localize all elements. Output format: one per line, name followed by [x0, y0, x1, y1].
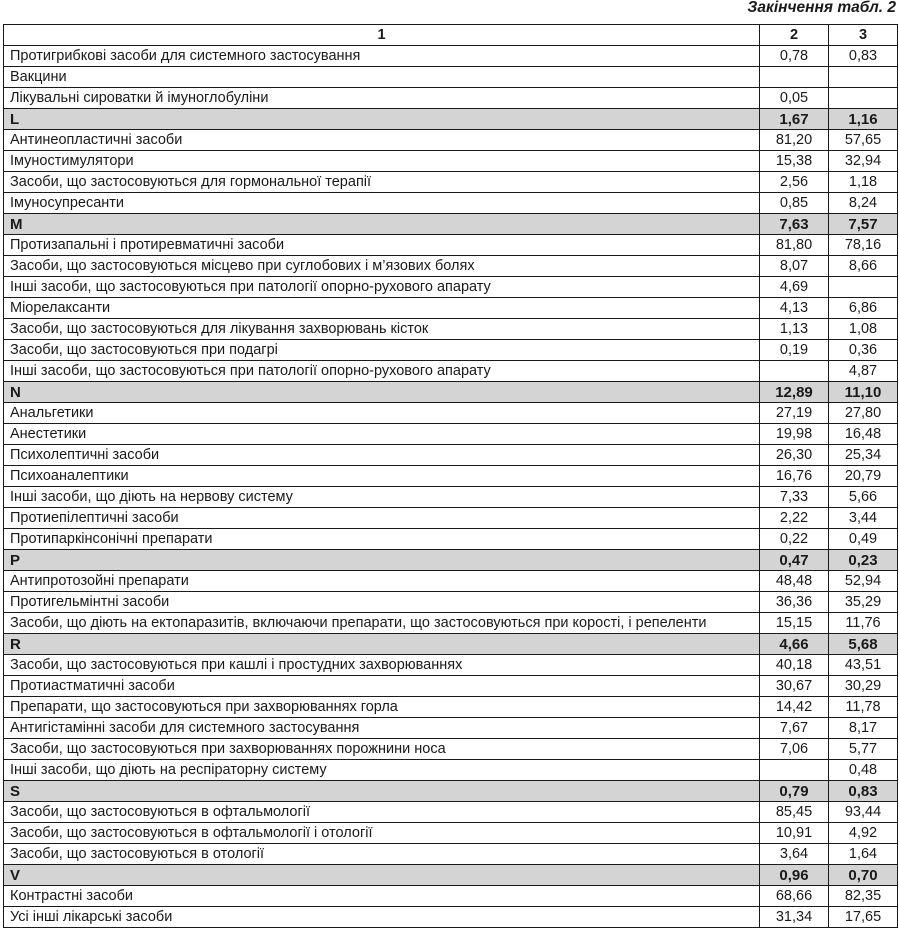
table-row — [4, 571, 898, 592]
value-col3-cell: 57,65 — [829, 130, 898, 151]
value-col3-cell: 30,29 — [829, 676, 898, 697]
value-col2-cell: 0,05 — [760, 88, 829, 109]
value-col3-cell: 6,86 — [829, 298, 898, 319]
value-col2-cell: 8,07 — [760, 256, 829, 277]
value-col3-cell: 8,24 — [829, 193, 898, 214]
category-label-cell: Засоби, що застосовуються місцево при суглобових і м’язових болях — [4, 256, 760, 277]
table-caption: Закінчення табл. 2 — [747, 0, 896, 16]
category-label-cell: Засоби, що застосовуються при кашлі і простудних захворюваннях — [4, 655, 760, 676]
value-col2-cell — [760, 760, 829, 781]
category-label-cell: Протиастматичні засоби — [4, 676, 760, 697]
table-row — [4, 529, 898, 550]
value-col2-cell: 3,64 — [760, 844, 829, 865]
value-col3-cell: 7,57 — [829, 214, 898, 235]
category-label-cell: Антинеопластичні засоби — [4, 130, 760, 151]
value-col2-cell: 2,22 — [760, 508, 829, 529]
category-label-cell: Засоби, що застосовуються в офтальмології — [4, 802, 760, 823]
category-label-cell: Протигрибкові засоби для системного застосування — [4, 46, 760, 67]
value-col3-cell: 5,68 — [829, 634, 898, 655]
value-col3-cell: 93,44 — [829, 802, 898, 823]
value-col2-cell: 16,76 — [760, 466, 829, 487]
table-row — [4, 88, 898, 109]
category-label-cell: Протизапальні і протиревматичні засоби — [4, 235, 760, 256]
value-col3-cell: 43,51 — [829, 655, 898, 676]
value-col2-cell: 31,34 — [760, 907, 829, 928]
table-row — [4, 487, 898, 508]
value-col2-cell: 40,18 — [760, 655, 829, 676]
category-label-cell: Препарати, що застосовуються при захворюваннях горла — [4, 697, 760, 718]
category-label-cell: Антигістамінні засоби для системного застосування — [4, 718, 760, 739]
table-group-row — [4, 634, 898, 655]
value-col2-cell: 27,19 — [760, 403, 829, 424]
value-col2-cell: 2,56 — [760, 172, 829, 193]
table-row — [4, 319, 898, 340]
group-code-cell: N — [4, 382, 760, 403]
value-col3-cell: 0,83 — [829, 781, 898, 802]
category-label-cell: Інші засоби, що діють на респіраторну систему — [4, 760, 760, 781]
value-col3-cell: 5,66 — [829, 487, 898, 508]
value-col2-cell: 0,79 — [760, 781, 829, 802]
value-col2-cell: 7,33 — [760, 487, 829, 508]
table-row — [4, 298, 898, 319]
table-row — [4, 592, 898, 613]
table-row — [4, 277, 898, 298]
value-col2-cell: 30,67 — [760, 676, 829, 697]
value-col3-cell: 0,83 — [829, 46, 898, 67]
value-col2-cell: 26,30 — [760, 445, 829, 466]
table-row — [4, 718, 898, 739]
value-col2-cell: 4,66 — [760, 634, 829, 655]
category-label-cell: Протигельмінтні засоби — [4, 592, 760, 613]
table-group-row — [4, 109, 898, 130]
value-col2-cell: 81,20 — [760, 130, 829, 151]
category-label-cell: Лікувальні сироватки й імуноглобуліни — [4, 88, 760, 109]
table-row — [4, 340, 898, 361]
table-row — [4, 613, 898, 634]
table-row — [4, 235, 898, 256]
table-row — [4, 697, 898, 718]
category-label-cell: Засоби, що діють на ектопаразитів, включаючи препарати, що застосовуються при короcті, і репеленти — [4, 613, 760, 634]
table-group-row — [4, 865, 898, 886]
table-row — [4, 46, 898, 67]
category-label-cell: Інші засоби, що застосовуються при патології опорно-рухового апарату — [4, 361, 760, 382]
value-col2-cell: 15,38 — [760, 151, 829, 172]
table-row — [4, 445, 898, 466]
value-col3-cell: 1,64 — [829, 844, 898, 865]
table-row — [4, 466, 898, 487]
value-col2-cell: 0,22 — [760, 529, 829, 550]
value-col2-cell: 4,13 — [760, 298, 829, 319]
category-label-cell: Засоби, що застосовуються при захворюваннях порожнини носа — [4, 739, 760, 760]
value-col2-cell: 0,85 — [760, 193, 829, 214]
value-col3-cell: 0,48 — [829, 760, 898, 781]
value-col3-cell: 8,66 — [829, 256, 898, 277]
table-row — [4, 802, 898, 823]
category-label-cell: Інші засоби, що діють на нервову систему — [4, 487, 760, 508]
value-col3-cell: 5,77 — [829, 739, 898, 760]
category-label-cell: Вакцини — [4, 67, 760, 88]
value-col3-cell: 4,92 — [829, 823, 898, 844]
value-col3-cell: 3,44 — [829, 508, 898, 529]
data-table — [3, 24, 898, 928]
value-col3-cell: 52,94 — [829, 571, 898, 592]
value-col3-cell: 16,48 — [829, 424, 898, 445]
table-row — [4, 130, 898, 151]
table-group-row — [4, 550, 898, 571]
value-col3-cell: 4,87 — [829, 361, 898, 382]
table-row — [4, 256, 898, 277]
group-code-cell: M — [4, 214, 760, 235]
value-col2-cell: 4,69 — [760, 277, 829, 298]
value-col2-cell: 19,98 — [760, 424, 829, 445]
category-label-cell: Анестетики — [4, 424, 760, 445]
value-col3-cell: 11,78 — [829, 697, 898, 718]
category-label-cell: Протиепілептичні засоби — [4, 508, 760, 529]
category-label-cell: Інші засоби, що застосовуються при патології опорно-рухового апарату — [4, 277, 760, 298]
table-row — [4, 403, 898, 424]
group-code-cell: V — [4, 865, 760, 886]
value-col3-cell: 82,35 — [829, 886, 898, 907]
value-col2-cell: 7,06 — [760, 739, 829, 760]
value-col2-cell: 81,80 — [760, 235, 829, 256]
value-col2-cell: 0,96 — [760, 865, 829, 886]
value-col3-cell: 1,16 — [829, 109, 898, 130]
category-label-cell: Засоби, що застосовуються в отології — [4, 844, 760, 865]
value-col3-cell: 32,94 — [829, 151, 898, 172]
category-label-cell: Засоби, що застосовуються в офтальмології і отології — [4, 823, 760, 844]
value-col3-cell: 1,08 — [829, 319, 898, 340]
table-row — [4, 760, 898, 781]
table-header-row — [4, 25, 898, 46]
value-col3-cell: 0,23 — [829, 550, 898, 571]
value-col3-cell: 20,79 — [829, 466, 898, 487]
group-code-cell: S — [4, 781, 760, 802]
table-row — [4, 676, 898, 697]
category-label-cell: Психоаналептики — [4, 466, 760, 487]
table-row — [4, 844, 898, 865]
value-col2-cell: 0,78 — [760, 46, 829, 67]
category-label-cell: Імуностимулятори — [4, 151, 760, 172]
value-col2-cell — [760, 67, 829, 88]
table-row — [4, 823, 898, 844]
group-code-cell: L — [4, 109, 760, 130]
value-col3-cell: 0,49 — [829, 529, 898, 550]
table-row — [4, 424, 898, 445]
table-row — [4, 739, 898, 760]
value-col2-cell: 12,89 — [760, 382, 829, 403]
table-row — [4, 655, 898, 676]
value-col2-cell: 0,47 — [760, 550, 829, 571]
value-col2-cell: 7,67 — [760, 718, 829, 739]
value-col3-cell: 11,76 — [829, 613, 898, 634]
value-col3-cell: 0,70 — [829, 865, 898, 886]
value-col2-cell: 85,45 — [760, 802, 829, 823]
category-label-cell: Засоби, що застосовуються для гормональної терапії — [4, 172, 760, 193]
table-row — [4, 193, 898, 214]
value-col2-cell: 7,63 — [760, 214, 829, 235]
column-header-3: 3 — [829, 25, 898, 46]
value-col3-cell — [829, 67, 898, 88]
table-row — [4, 907, 898, 928]
value-col2-cell: 1,67 — [760, 109, 829, 130]
value-col2-cell: 1,13 — [760, 319, 829, 340]
value-col3-cell: 78,16 — [829, 235, 898, 256]
value-col3-cell: 17,65 — [829, 907, 898, 928]
value-col3-cell — [829, 277, 898, 298]
value-col3-cell: 11,10 — [829, 382, 898, 403]
value-col2-cell: 10,91 — [760, 823, 829, 844]
category-label-cell: Протипаркінсонічні препарати — [4, 529, 760, 550]
table-group-row — [4, 382, 898, 403]
column-header-2: 2 — [760, 25, 829, 46]
table-row — [4, 886, 898, 907]
value-col2-cell — [760, 361, 829, 382]
category-label-cell: Засоби, що застосовуються при подагрі — [4, 340, 760, 361]
table-row — [4, 172, 898, 193]
group-code-cell: R — [4, 634, 760, 655]
table-group-row — [4, 781, 898, 802]
category-label-cell: Психолептичні засоби — [4, 445, 760, 466]
category-label-cell: Контрастні засоби — [4, 886, 760, 907]
category-label-cell: Імуносупресанти — [4, 193, 760, 214]
category-label-cell: Засоби, що застосовуються для лікування захворювань кісток — [4, 319, 760, 340]
value-col2-cell: 15,15 — [760, 613, 829, 634]
value-col2-cell: 48,48 — [760, 571, 829, 592]
column-header-1: 1 — [4, 25, 760, 46]
category-label-cell: Усі інші лікарські засоби — [4, 907, 760, 928]
value-col3-cell: 8,17 — [829, 718, 898, 739]
category-label-cell: Міорелаксанти — [4, 298, 760, 319]
value-col2-cell: 68,66 — [760, 886, 829, 907]
value-col3-cell — [829, 88, 898, 109]
value-col3-cell: 25,34 — [829, 445, 898, 466]
category-label-cell: Анальгетики — [4, 403, 760, 424]
value-col3-cell: 35,29 — [829, 592, 898, 613]
group-code-cell: P — [4, 550, 760, 571]
value-col2-cell: 36,36 — [760, 592, 829, 613]
table-row — [4, 67, 898, 88]
value-col2-cell: 14,42 — [760, 697, 829, 718]
value-col3-cell: 27,80 — [829, 403, 898, 424]
table-body — [4, 46, 898, 928]
table-group-row — [4, 214, 898, 235]
table-row — [4, 361, 898, 382]
value-col3-cell: 1,18 — [829, 172, 898, 193]
table-row — [4, 151, 898, 172]
table-row — [4, 508, 898, 529]
value-col2-cell: 0,19 — [760, 340, 829, 361]
category-label-cell: Антипротозойні препарати — [4, 571, 760, 592]
value-col3-cell: 0,36 — [829, 340, 898, 361]
